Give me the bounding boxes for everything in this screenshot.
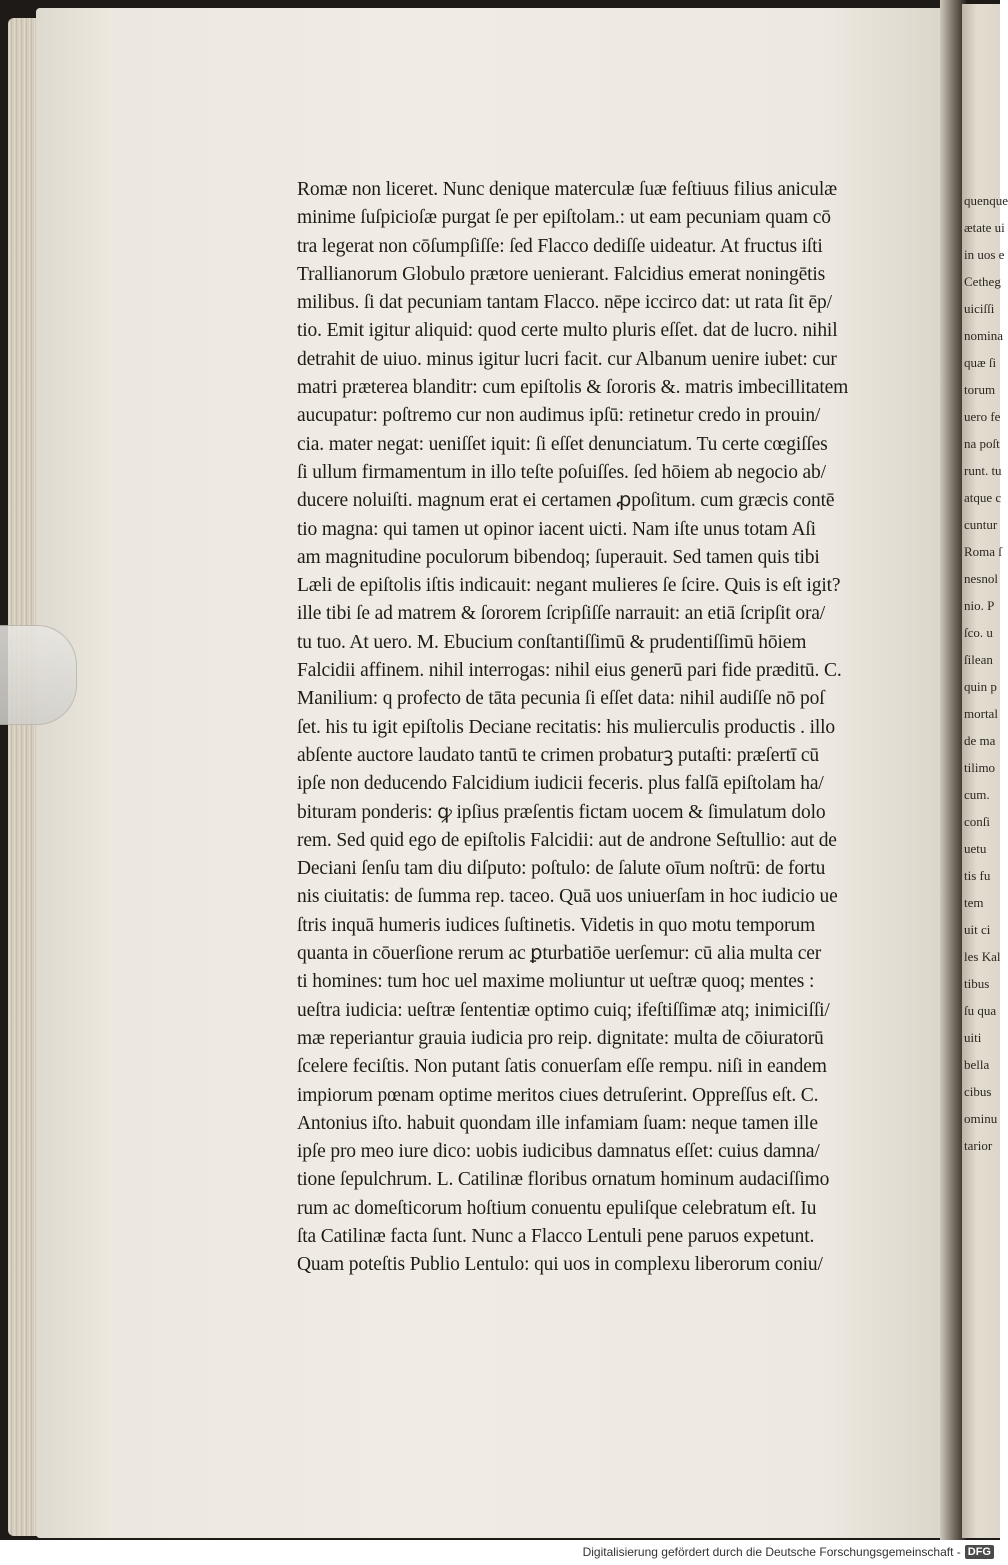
next-page-fragment: ſu qua	[964, 1003, 997, 1018]
next-page-fragment: torum	[964, 382, 996, 397]
next-page-fragment: Cetheg	[964, 274, 1001, 289]
text-line: Læli de epiſtolis iſtis indicauit: negant mulieres ſe ſcire. Quis is eſt igit?	[297, 575, 841, 597]
next-page-fragment: ominu	[964, 1111, 998, 1126]
text-line: quanta in cōuerſione rerum ac ꝑturbatiōe uerſemur: cū alia multa cer	[297, 943, 822, 965]
next-page-fragment: uiciſſi	[964, 301, 995, 316]
next-page-fragment: bella	[964, 1057, 990, 1072]
text-line: impiorum pœnam optime meritos ciues detruſerint. Oppreſſus eſt. C.	[297, 1084, 819, 1106]
next-page-fragment: cum.	[964, 787, 990, 802]
next-page-fragment: tibus	[964, 976, 990, 991]
next-page-fragment: tilimo	[964, 760, 996, 775]
next-page-fragment: conſi	[964, 814, 990, 829]
text-line: am magnitudine poculorum bibendoq; ſuperauit. Sed tamen quis tibi	[297, 546, 820, 568]
footer-caption-bar	[0, 1540, 1000, 1565]
next-page-fragment: nio. P	[964, 598, 995, 613]
text-line: Trallianorum Globulo prætore uenierant. Falcidius emerat noningētis	[297, 263, 826, 285]
text-line: ſi ullum firmamentum in illo teſte poſuiſſes. ſed hōiem ab negocio ab/	[297, 461, 826, 483]
next-page-fragment: tis fu	[964, 868, 991, 883]
text-line: aucupatur: poſtremo cur non audimus ipſū: retinetur credo in prouin/	[297, 405, 821, 427]
text-line: milibus. ſi dat pecuniam tantam Flacco. nēpe iccirco dat: ut rata ſit ēp/	[297, 292, 832, 314]
text-line: tione ſepulchrum. L. Catilinæ floribus ornatum hominum audaciſſimo	[297, 1169, 830, 1191]
next-page-fragment: ſilean	[964, 652, 993, 667]
funding-caption: Digitalisierung gefördert durch die Deutsche Forschungsgemeinschaft -	[582, 1545, 961, 1559]
next-page-fragment: ætate ui	[964, 220, 1005, 235]
next-page-fragment: na poſt	[964, 436, 1000, 451]
text-line: ueſtra iudicia: ueſtræ ſententiæ optimo cuiq; ifeſtiſſimæ atq; inimiciſſi/	[297, 999, 830, 1021]
text-line: ducere noluiſti. magnum erat ei certamen ꝓpoſitum. cum græcis contē	[297, 490, 835, 512]
text-line: ipſe non deducendo Falcidium iudicii feceris. plus falſā epiſtolam ha/	[297, 773, 824, 795]
text-line: tio magna: qui tamen ut opinor iacent uicti. Nam iſte unus totam Aſi	[297, 518, 816, 540]
text-line: mæ reperiantur grauia iudicia pro reip. dignitate: multa de cōiuratorū	[297, 1027, 824, 1049]
text-line: Quam poteſtis Publio Lentulo: qui uos in complexu liberorum coniu/	[297, 1254, 823, 1276]
next-page-fragment: uero fe	[964, 409, 1001, 424]
text-line: detrahit de uiuo. minus igitur lucri facit. cur Albanum uenire iubet: cur	[297, 348, 837, 370]
text-line: ipſe pro meo iure dico: uobis iudicibus damnatus eſſet: cuius damna/	[297, 1141, 820, 1163]
next-page-fragment: atque c	[964, 490, 1002, 505]
text-line: bituram ponderis: ꝙ ipſius præſentis fictam uocem & ſimulatum dolo	[297, 801, 826, 823]
plastic-page-clip	[0, 625, 77, 725]
next-page-fragment: uiti	[964, 1030, 982, 1045]
next-page-fragment: de ma	[964, 733, 996, 748]
text-line: rem. Sed quid ego de epiſtolis Falcidii: aut de androne Seſtullio: aut de	[297, 829, 837, 851]
next-page-fragment: quæ ſi	[964, 355, 997, 370]
text-line: ſet. his tu igit epiſtolis Deciane recitatis: his mulierculis productis . illo	[297, 716, 835, 738]
text-line: ſta Catilinæ facta ſunt. Nunc a Flacco Lentuli pene paruos expetunt.	[297, 1225, 815, 1247]
book-page-right-edge	[962, 4, 1008, 1538]
text-line: Deciani ſenſu tam diu diſputo: poſtulo: de ſalute oīum noſtrū: de fortu	[297, 858, 826, 880]
next-page-fragment: runt. tu	[964, 463, 1002, 478]
next-page-text-fragments	[962, 187, 1008, 1159]
next-page-fragment: cuntur	[964, 517, 998, 532]
page-text-block	[297, 176, 947, 1280]
text-line: nis ciuitatis: de ſumma rep. taceo. Quā uos uniuerſam in hoc iudicio ue	[297, 886, 838, 908]
text-line: rum ac domeſticorum hoſtium conuentu epuliſque celebratum eſt. Iu	[297, 1197, 817, 1219]
next-page-fragment: nesnol	[964, 571, 998, 586]
text-line: Manilium: q profecto de tāta pecunia ſi eſſet data: nihil audiſſe nō poſ	[297, 688, 825, 710]
next-page-fragment: quenque	[964, 193, 1008, 208]
text-line: Falcidii affinem. nihil interrogas: nihil eius generū pari fide præditū. C.	[297, 660, 842, 682]
text-line: tu tuo. At uero. M. Ebucium conſtantiſſimū & prudentiſſimū hōiem	[297, 631, 807, 653]
text-line: abſente auctore laudato tantū te crimen probaturꝫ putaſti: præſertī cū	[297, 744, 819, 766]
next-page-fragment: tarior	[964, 1138, 993, 1153]
next-page-fragment: cibus	[964, 1084, 992, 1099]
text-line: tio. Emit igitur aliquid: quod certe multo pluris eſſet. dat de lucro. nihil	[297, 320, 838, 342]
dfg-logo: DFG	[965, 1545, 994, 1559]
next-page-fragment: uit ci	[964, 922, 991, 937]
text-line: ille tibi ſe ad matrem & ſororem ſcripſiſſe narrauit: an etiā ſcripſit ora/	[297, 603, 826, 625]
text-line: ſtris inquā humeris iudices ſuſtinetis. Videtis in quo motu temporum	[297, 914, 815, 936]
next-page-fragment: quin p	[964, 679, 997, 694]
next-page-fragment: Roma ſ	[964, 544, 1002, 559]
next-page-fragment: in uos e	[964, 247, 1005, 262]
text-line: ti homines: tum hoc uel maxime moliuntur ut ueſtræ quoq; mentes :	[297, 971, 815, 993]
text-line: cia. mater negat: ueniſſet iquit: ſi eſſet denunciatum. Tu certe cœgiſſes	[297, 433, 828, 455]
next-page-fragment: nomina	[964, 328, 1003, 343]
next-page-fragment: ſco. u	[964, 625, 993, 640]
next-page-fragment: les Kal	[964, 949, 1001, 964]
text-line: Antonius iſto. habuit quondam ille infamiam ſuam: neque tamen ille	[297, 1112, 818, 1134]
text-line: Romæ non liceret. Nunc denique materculæ ſuæ feſtiuus filius aniculæ	[297, 179, 838, 200]
text-line: minime ſuſpicioſæ purgat ſe per epiſtolam.: ut eam pecuniam quam cō	[297, 207, 831, 229]
text-line: tra legerat non cōſumpſiſſe: ſed Flacco dediſſe uideatur. At fructus iſti	[297, 235, 823, 257]
text-line: ſcelere feciſtis. Non putant ſatis conuerſam eſſe rempu. niſi in eandem	[297, 1056, 827, 1078]
text-line: matri præterea blanditr: cum epiſtolis & ſororis &. matris imbecillitatem	[297, 377, 849, 399]
next-page-fragment: tem	[964, 895, 984, 910]
next-page-fragment: mortal	[964, 706, 998, 721]
next-page-fragment: uetu	[964, 841, 987, 856]
